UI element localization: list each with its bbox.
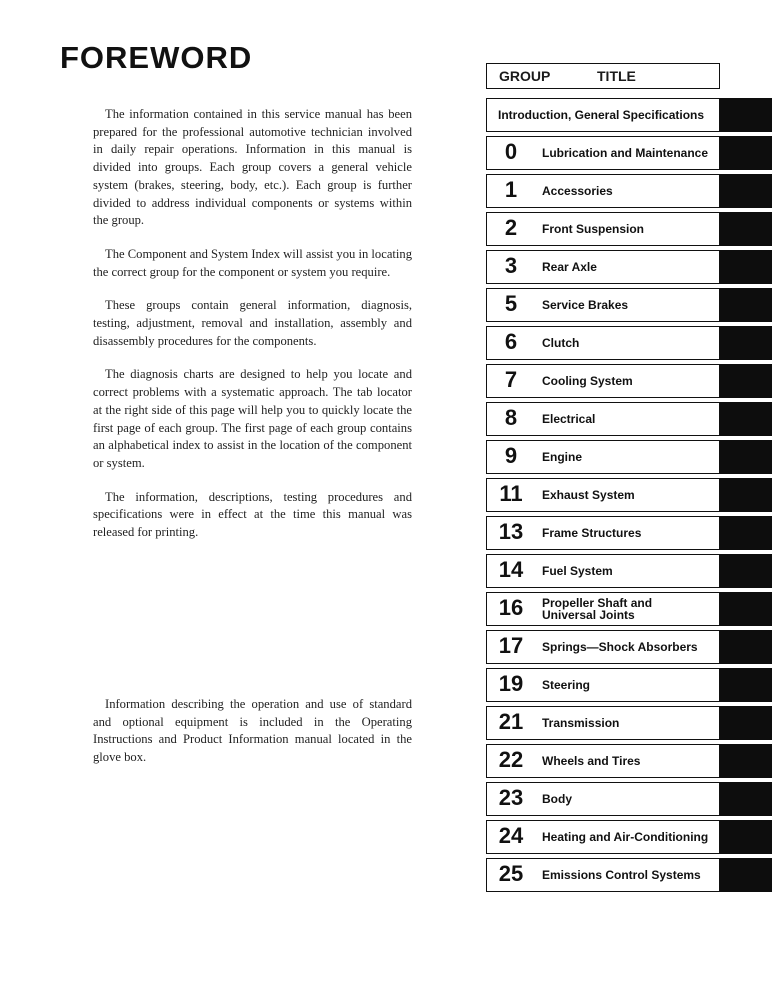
tab-marker bbox=[720, 136, 772, 170]
tab-marker bbox=[720, 858, 772, 892]
tab-marker bbox=[720, 326, 772, 360]
tab-marker bbox=[720, 402, 772, 436]
group-tab-2[interactable] bbox=[486, 212, 772, 246]
group-name: Introduction, General Specifications bbox=[498, 108, 705, 122]
group-number: 0 bbox=[504, 139, 518, 164]
tab-marker bbox=[720, 212, 772, 246]
group-name: Cooling System bbox=[542, 374, 633, 388]
tab-marker bbox=[720, 592, 772, 626]
group-name: Clutch bbox=[542, 336, 580, 350]
tab-marker bbox=[720, 98, 772, 132]
header-title-label: TITLE bbox=[597, 68, 636, 84]
tab-marker bbox=[720, 478, 772, 512]
group-tab-9[interactable] bbox=[486, 440, 772, 474]
group-name: Electrical bbox=[542, 412, 596, 426]
glove-box-note: Information describing the operation and use of standard and optional equipment is included in the Operating Instructions and Product Information manual located in the glove box. bbox=[93, 697, 412, 765]
group-tab-16[interactable] bbox=[486, 592, 772, 626]
group-number: 21 bbox=[498, 709, 524, 734]
page-title: FOREWORD bbox=[60, 40, 253, 75]
tab-marker bbox=[720, 440, 772, 474]
group-number: 16 bbox=[498, 595, 524, 620]
group-tab-1[interactable] bbox=[486, 174, 772, 208]
tab-marker bbox=[720, 288, 772, 322]
tab-marker bbox=[720, 554, 772, 588]
paragraph: The information contained in this service manual has been prepared for the professional automotive technician involved in daily repair operations. Information in this manual is divided into groups. Each group covers a general vehicle system (brakes, steering, body, etc.). Each group is further divided to address individual components or systems within the group. bbox=[93, 107, 412, 228]
group-name: Wheels and Tires bbox=[542, 754, 641, 768]
group-number: 5 bbox=[504, 291, 518, 316]
group-tab-21[interactable] bbox=[486, 706, 772, 740]
group-number: 24 bbox=[498, 823, 524, 848]
tab-marker bbox=[720, 668, 772, 702]
group-number: 3 bbox=[504, 253, 518, 278]
header-group-label: GROUP bbox=[499, 68, 551, 84]
group-tab-23[interactable] bbox=[486, 782, 772, 816]
group-tab-0[interactable] bbox=[486, 136, 772, 170]
group-tab-3[interactable] bbox=[486, 250, 772, 284]
tab-marker bbox=[720, 364, 772, 398]
paragraph: The diagnosis charts are designed to help you locate and correct problems with a systematic approach. The tab locator at the right side of this page will help you to quickly locate the first page of each group. The first page of each group contains an alphabetical index to assist in the location of the component or system. bbox=[93, 367, 412, 470]
tab-marker bbox=[720, 174, 772, 208]
group-name: Propeller Shaft and Universal Joints bbox=[542, 596, 653, 622]
group-number: 1 bbox=[504, 177, 518, 202]
group-name: Front Suspension bbox=[542, 222, 644, 236]
tab-marker bbox=[720, 744, 772, 778]
group-number: 9 bbox=[504, 443, 518, 468]
group-name: Accessories bbox=[542, 184, 613, 198]
group-number: 22 bbox=[498, 747, 524, 772]
paragraph: These groups contain general information, diagnosis, testing, adjustment, removal and installation, assembly and disassembly procedures for the components. bbox=[93, 298, 412, 348]
group-tab-6[interactable] bbox=[486, 326, 772, 360]
group-tab-13[interactable] bbox=[486, 516, 772, 550]
group-name: Heating and Air-Conditioning bbox=[542, 830, 709, 844]
group-name: Frame Structures bbox=[542, 526, 642, 540]
group-tab-22[interactable] bbox=[486, 744, 772, 778]
group-name: Exhaust System bbox=[542, 488, 635, 502]
group-index-header bbox=[486, 63, 720, 89]
group-name: Rear Axle bbox=[542, 260, 597, 274]
group-number: 23 bbox=[498, 785, 524, 810]
group-number: 7 bbox=[504, 367, 518, 392]
group-tab-19[interactable] bbox=[486, 668, 772, 702]
group-number: 8 bbox=[504, 405, 518, 430]
tab-marker bbox=[720, 706, 772, 740]
paragraph: The information, descriptions, testing procedures and specifications were in effect at the time this manual was released for printing. bbox=[93, 489, 412, 540]
group-tab-7[interactable] bbox=[486, 364, 772, 398]
group-tab-25[interactable] bbox=[486, 858, 772, 892]
group-tab-intro[interactable] bbox=[486, 98, 772, 132]
group-tab-11[interactable] bbox=[486, 478, 772, 512]
group-name: Fuel System bbox=[542, 564, 613, 578]
group-number: 19 bbox=[498, 671, 524, 696]
group-name: Emissions Control Systems bbox=[542, 868, 701, 882]
group-tab-17[interactable] bbox=[486, 630, 772, 664]
group-tab-14[interactable] bbox=[486, 554, 772, 588]
group-name: Transmission bbox=[542, 716, 620, 730]
tab-marker bbox=[720, 630, 772, 664]
group-name: Lubrication and Maintenance bbox=[542, 146, 709, 160]
group-number: 2 bbox=[504, 215, 518, 240]
group-name: Springs—Shock Absorbers bbox=[542, 640, 698, 654]
group-name: Body bbox=[542, 792, 572, 806]
paragraph: The Component and System Index will assist you in locating the correct group for the component or system you require. bbox=[93, 246, 412, 279]
tab-marker bbox=[720, 516, 772, 550]
group-number: 11 bbox=[499, 481, 523, 506]
group-name: Service Brakes bbox=[542, 298, 629, 312]
group-number: 25 bbox=[498, 861, 524, 886]
group-number: 14 bbox=[498, 557, 524, 582]
group-tab-8[interactable] bbox=[486, 402, 772, 436]
group-name: Engine bbox=[542, 450, 583, 464]
group-number: 6 bbox=[504, 329, 518, 354]
tab-marker bbox=[720, 782, 772, 816]
group-name: Steering bbox=[542, 678, 591, 692]
group-number: 13 bbox=[498, 519, 524, 544]
group-tab-24[interactable] bbox=[486, 820, 772, 854]
group-tab-5[interactable] bbox=[486, 288, 772, 322]
tab-marker bbox=[720, 820, 772, 854]
foreword-text bbox=[93, 106, 412, 558]
group-number: 17 bbox=[498, 633, 524, 658]
tab-marker bbox=[720, 250, 772, 284]
